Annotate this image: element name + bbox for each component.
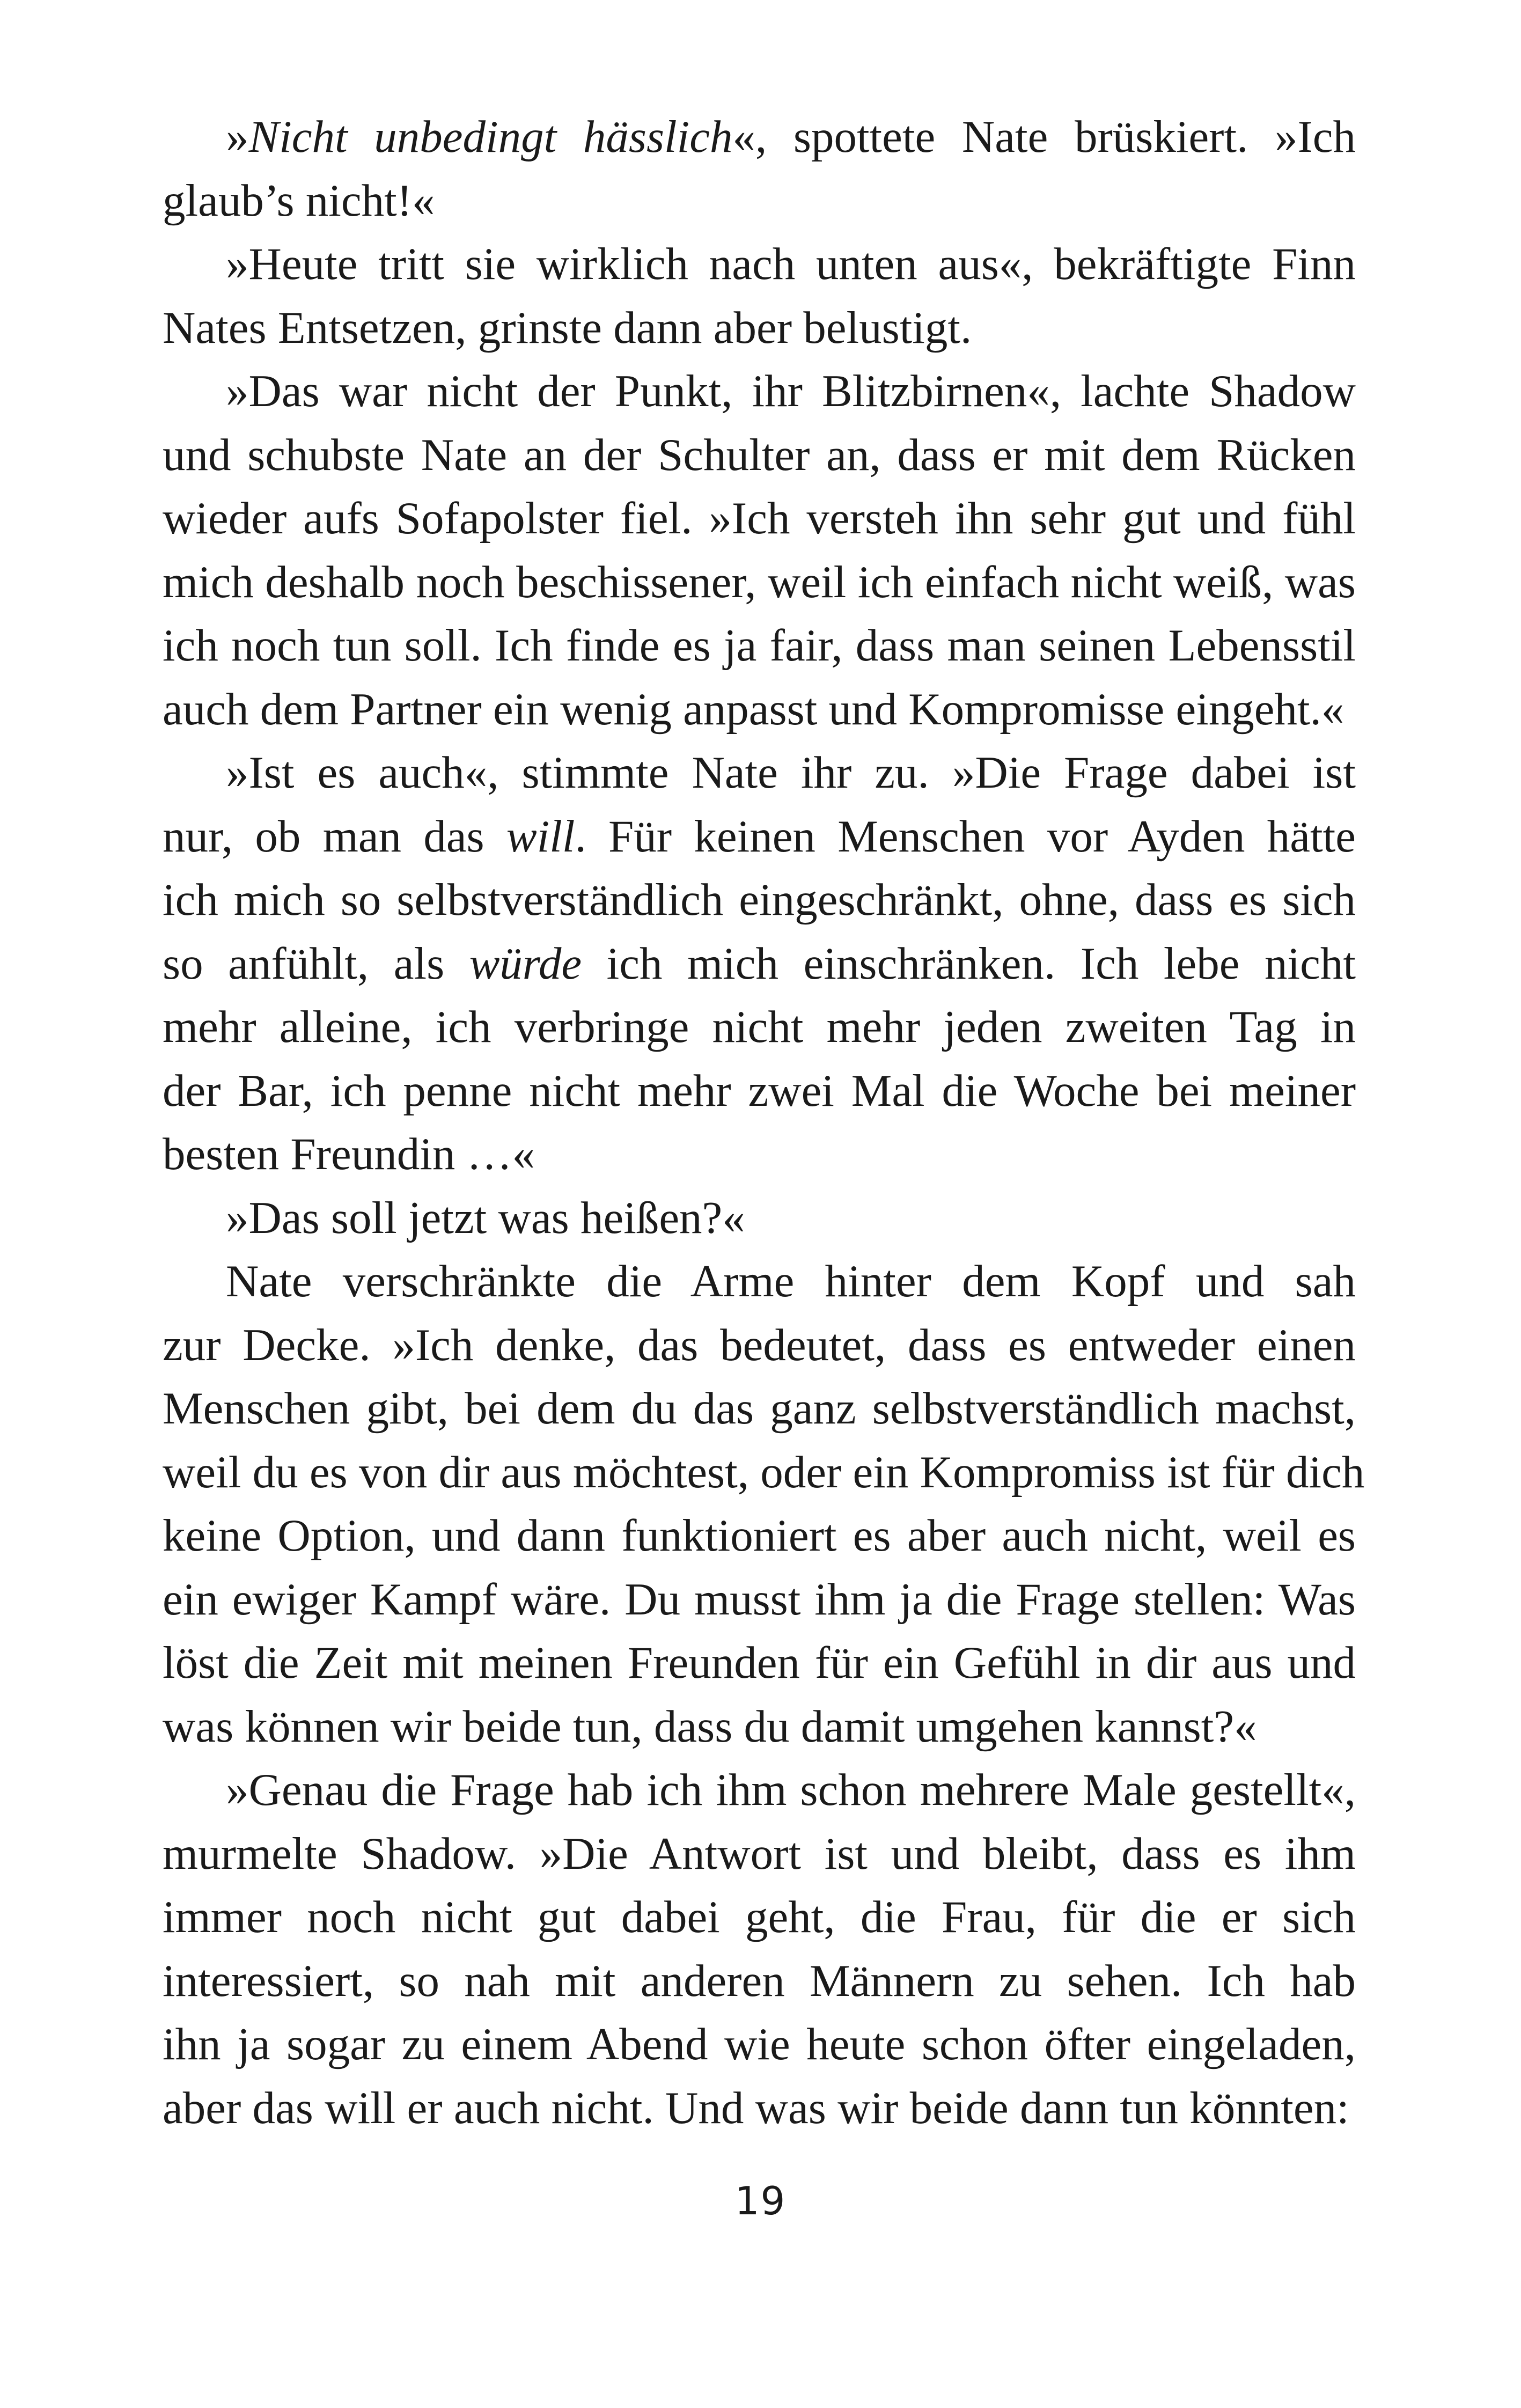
text-run: nur, ob man das [163, 811, 506, 862]
text-line [163, 1504, 1356, 1568]
text-run: ich noch tun soll. Ich finde es ja fair, dass man seinen Lebensstil [163, 620, 1356, 671]
text-line [163, 1885, 1356, 1949]
text-run: ich mich einschränken. Ich lebe nicht [582, 938, 1356, 989]
text-run: aber das will er auch nicht. Und was wir beide dann tun könnten: [163, 2082, 1349, 2133]
text-run: ein ewiger Kampf wäre. Du musst ihm ja die Frage stellen: Was [163, 1574, 1356, 1625]
text-run: . Für keinen Menschen vor Ayden hätte [575, 811, 1356, 862]
text-line [163, 1186, 1356, 1250]
paragraph [163, 1186, 1356, 1250]
text-run: »Das soll jetzt was heißen?« [226, 1192, 745, 1243]
text-line [163, 296, 1356, 360]
text-run: zur Decke. »Ich denke, das bedeutet, dass es entweder einen [163, 1319, 1356, 1370]
text-line [163, 2076, 1356, 2140]
text-line [163, 487, 1356, 550]
text-line [163, 359, 1356, 423]
text-run: murmelte Shadow. »Die Antwort ist und bleibt, dass es ihm [163, 1828, 1356, 1879]
text-line [163, 868, 1356, 932]
text-run: mich deshalb noch beschissener, weil ich einfach nicht weiß, was [163, 556, 1356, 607]
text-run: wieder aufs Sofapolster fiel. »Ich versteh ihn sehr gut und fühl [163, 493, 1356, 544]
text-run: » [226, 112, 249, 162]
paragraph [163, 232, 1356, 359]
text-line [163, 932, 1356, 996]
text-line [163, 2013, 1356, 2076]
text-line [163, 1631, 1356, 1695]
text-line [163, 1122, 1356, 1186]
text-run: auch dem Partner ein wenig anpasst und Kompromisse eingeht.« [163, 684, 1344, 735]
text-line [163, 1758, 1356, 1822]
text-line [163, 1695, 1356, 1759]
text-run: der Bar, ich penne nicht mehr zwei Mal die Woche bei meiner [163, 1065, 1356, 1116]
text-line [163, 1377, 1356, 1441]
paragraph [163, 1758, 1356, 2140]
text-run: Nate verschränkte die Arme hinter dem Kopf und sah [226, 1256, 1356, 1306]
page-number: 19 [734, 2178, 787, 2223]
text-line [163, 550, 1356, 614]
text-line [163, 614, 1356, 678]
text-run: Nates Entsetzen, grinste dann aber belustigt. [163, 302, 972, 353]
text-line [163, 1250, 1356, 1313]
text-run: was können wir beide tun, dass du damit umgehen kannst?« [163, 1701, 1257, 1752]
text-line [163, 105, 1356, 169]
text-run: »Das war nicht der Punkt, ihr Blitzbirnen«, lachte Shadow [226, 366, 1356, 416]
text-line [163, 805, 1356, 869]
text-run: »Heute tritt sie wirklich nach unten aus«, bekräftigte Finn [226, 239, 1356, 289]
text-run: weil du es von dir aus möchtest, oder ein Kompromiss ist für dich [163, 1447, 1365, 1497]
paragraph [163, 359, 1356, 741]
paragraph [163, 105, 1356, 232]
text-run: keine Option, und dann funktioniert es aber auch nicht, weil es [163, 1510, 1356, 1561]
paragraph [163, 741, 1356, 1186]
text-run: besten Freundin …« [163, 1129, 535, 1179]
text-run: löst die Zeit mit meinen Freunden für ein Gefühl in dir aus und [163, 1638, 1356, 1688]
italic-text: würde [469, 938, 582, 989]
italic-text: will [506, 811, 575, 862]
text-line [163, 1822, 1356, 1886]
paragraph [163, 1250, 1365, 1758]
text-line [163, 1059, 1356, 1123]
text-line [163, 423, 1356, 487]
text-run: »Genau die Frage hab ich ihm schon mehrere Male gestellt«, [226, 1765, 1356, 1815]
text-run: interessiert, so nah mit anderen Männern zu sehen. Ich hab [163, 1955, 1356, 2006]
text-run: ihn ja sogar zu einem Abend wie heute schon öfter eingeladen, [163, 2019, 1356, 2069]
text-line [163, 169, 1356, 233]
italic-text: Nicht unbedingt hässlich [248, 112, 733, 162]
text-line [163, 678, 1356, 742]
text-run: und schubste Nate an der Schulter an, dass er mit dem Rücken [163, 429, 1356, 480]
text-run: immer noch nicht gut dabei geht, die Frau, für die er sich [163, 1892, 1356, 1942]
text-line [163, 1313, 1356, 1377]
text-run: Menschen gibt, bei dem du das ganz selbstverständlich machst, [163, 1383, 1356, 1434]
text-run: «, spottete Nate brüskiert. »Ich [732, 112, 1356, 162]
text-line [163, 1568, 1356, 1632]
text-line [163, 741, 1356, 805]
text-line [163, 1441, 1365, 1504]
text-run: glaub’s nicht!« [163, 175, 435, 226]
text-run: »Ist es auch«, stimmte Nate ihr zu. »Die Frage dabei ist [226, 747, 1356, 798]
text-line [163, 1949, 1356, 2013]
text-line [163, 232, 1356, 296]
text-line [163, 995, 1356, 1059]
body-text [163, 105, 1365, 2140]
text-run: mehr alleine, ich verbringe nicht mehr jeden zweiten Tag in [163, 1002, 1356, 1052]
text-run: ich mich so selbstverständlich eingeschränkt, ohne, dass es sich [163, 875, 1356, 925]
text-run: so anfühlt, als [163, 938, 469, 989]
